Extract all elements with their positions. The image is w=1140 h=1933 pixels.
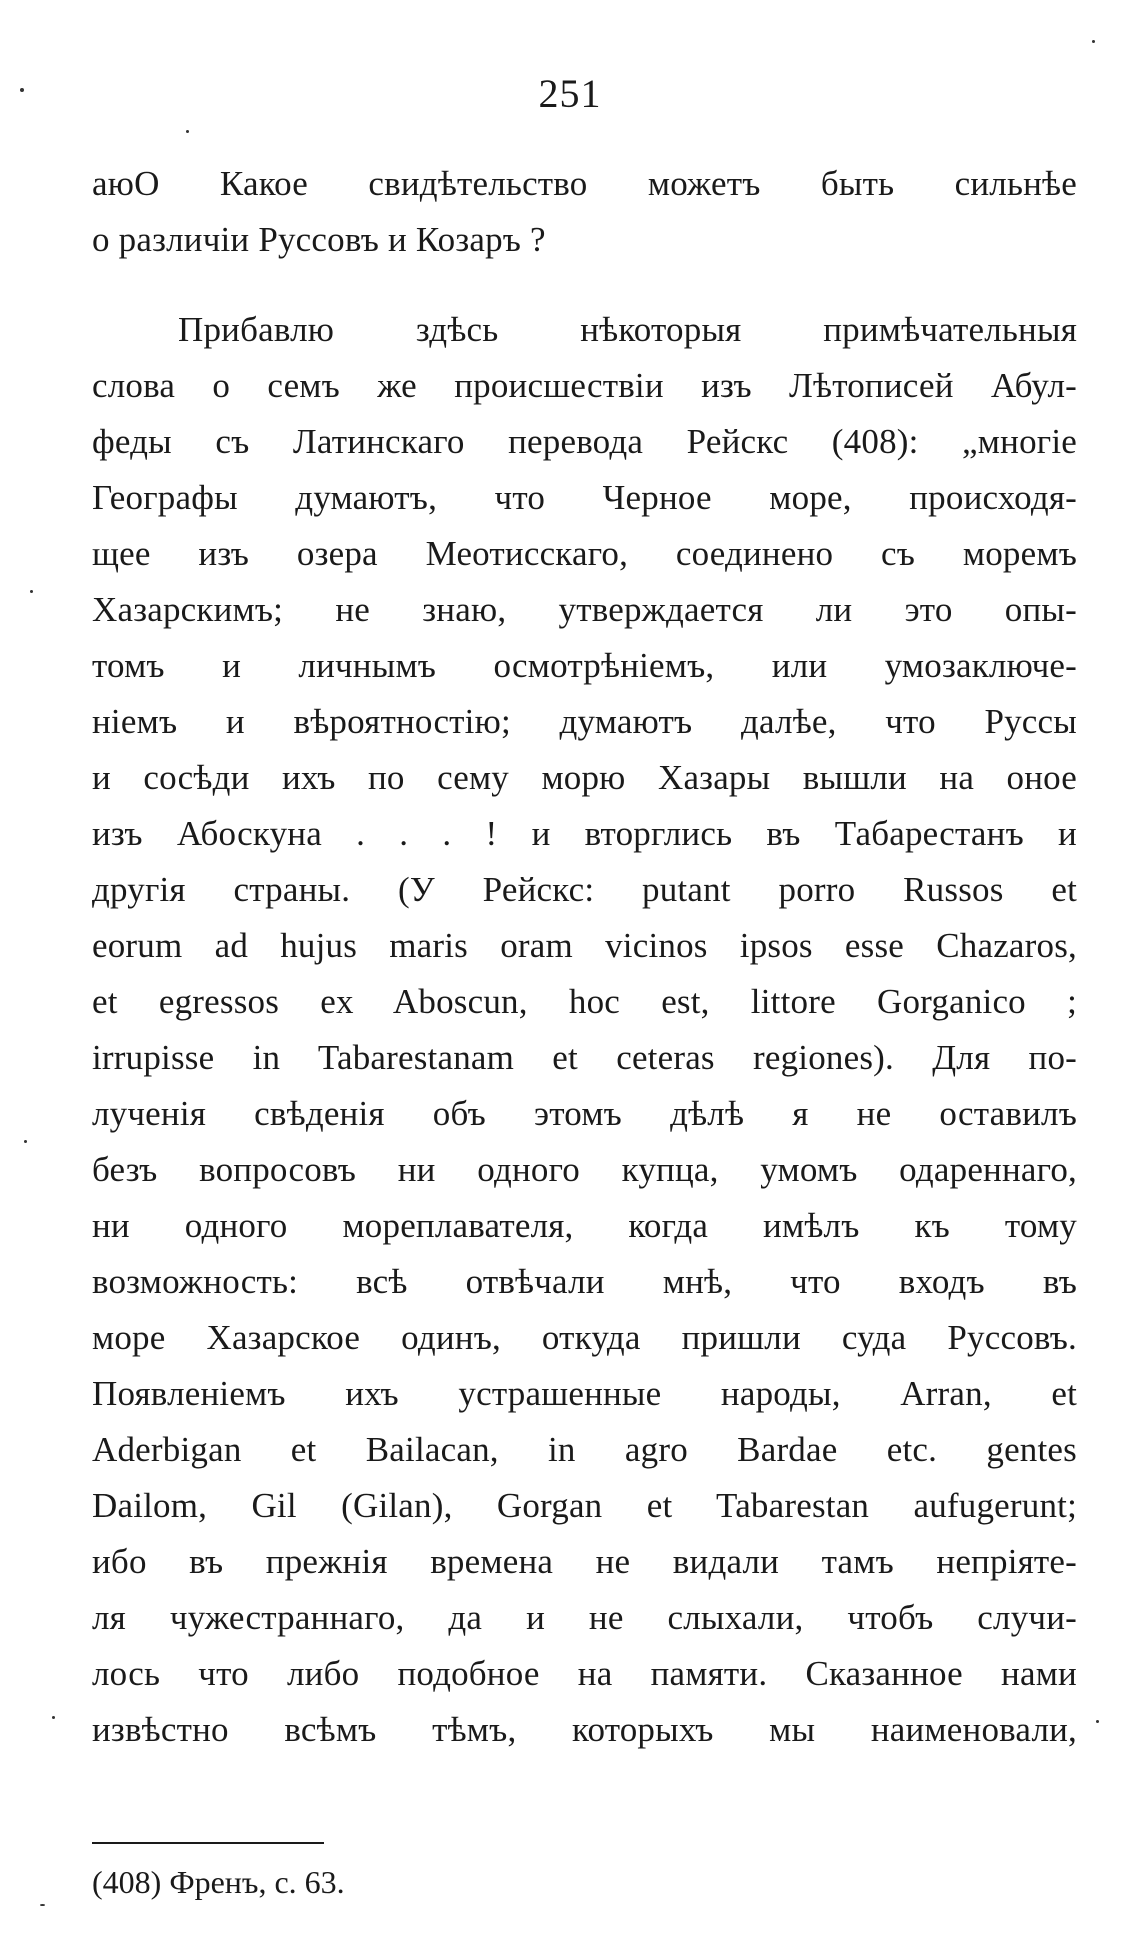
text-line: eorum ad hujus maris oram vicinos ipsos esse Chazaros, xyxy=(92,926,1077,965)
text-line: и сосѣди ихъ по сему морю Хазары вышли на оное xyxy=(92,758,1077,797)
text-line: лось что либо подобное на памяти. Сказанное нами xyxy=(92,1654,1077,1693)
text-line: слова о семъ же происшествіи изъ Лѣтописей Абул- xyxy=(92,366,1077,405)
scan-speck xyxy=(1096,1720,1099,1723)
text-line: ніемъ и вѣроятностію; думаютъ далѣе, что Руссы xyxy=(92,702,1077,741)
scan-speck xyxy=(30,590,33,593)
text-line: море Хазарское одинъ, откуда пришли суда Руссовъ. xyxy=(92,1318,1077,1357)
text-line: Dailom, Gil (Gilan), Gorgan et Tabarestan aufugerunt; xyxy=(92,1486,1077,1525)
text-line: томъ и личнымъ осмотрѣніемъ, или умозаключе- xyxy=(92,646,1077,685)
text-line: Географы думаютъ, что Черное море, происходя- xyxy=(92,478,1077,517)
scan-speck xyxy=(52,1716,55,1719)
text-line: ни одного мореплавателя, когда имѣлъ къ тому xyxy=(92,1206,1077,1245)
text-line: ибо въ прежнія времена не видали тамъ непріяте- xyxy=(92,1542,1077,1581)
text-line: ля чужестраннаго, да и не слыхали, чтобъ случи- xyxy=(92,1598,1077,1637)
text-line: Aderbigan et Bailacan, in agro Bardae etc. gentes xyxy=(92,1430,1077,1469)
scan-speck xyxy=(1092,40,1095,43)
text-line: другія страны. (У Рейскс: putant porro Russos et xyxy=(92,870,1077,909)
text-line: безъ вопросовъ ни одного купца, умомъ одареннаго, xyxy=(92,1150,1077,1189)
text-line: извѣстно всѣмъ тѣмъ, которыхъ мы наименовали, xyxy=(92,1710,1077,1749)
page-number: 251 xyxy=(538,71,602,116)
text-line: Появленіемъ ихъ устрашенные народы, Arran, et xyxy=(92,1374,1077,1413)
scan-speck xyxy=(20,88,24,92)
main-text xyxy=(92,156,1077,1758)
text-line: Хазарскимъ; не знаю, утверждается ли это опы- xyxy=(92,590,1077,629)
text-line: щее изъ озера Меотисскаго, соединено съ моремъ xyxy=(92,534,1077,573)
scan-speck xyxy=(24,1140,27,1143)
text-line: изъ Абоскуна . . . ! и вторглись въ Табарестанъ и xyxy=(92,814,1077,853)
text-line: о различіи Руссовъ и Козаръ ? xyxy=(92,220,546,259)
scan-speck xyxy=(186,130,189,133)
footnote-rule xyxy=(92,1842,324,1844)
text-line: et egressos ex Aboscun, hoc est, littore Gorganico ; xyxy=(92,982,1077,1021)
text-line: аюО Какое свидѣтельство можетъ быть сильнѣе xyxy=(92,164,1077,203)
text-line: irrupisse in Tabarestanam et ceteras regiones). Для по- xyxy=(92,1038,1077,1077)
text-line: возможность: всѣ отвѣчали мнѣ, что входъ въ xyxy=(92,1262,1077,1301)
text-line: феды съ Латинскаго перевода Рейскс (408): „многіе xyxy=(92,422,1077,461)
text-line: Прибавлю здѣсь нѣкоторыя примѣчательныя xyxy=(178,310,1077,349)
text-line: лученія свѣденія объ этомъ дѣлѣ я не оставилъ xyxy=(92,1094,1077,1133)
scan-speck xyxy=(40,1904,45,1906)
footnote: (408) Френъ, с. 63. xyxy=(92,1864,345,1900)
